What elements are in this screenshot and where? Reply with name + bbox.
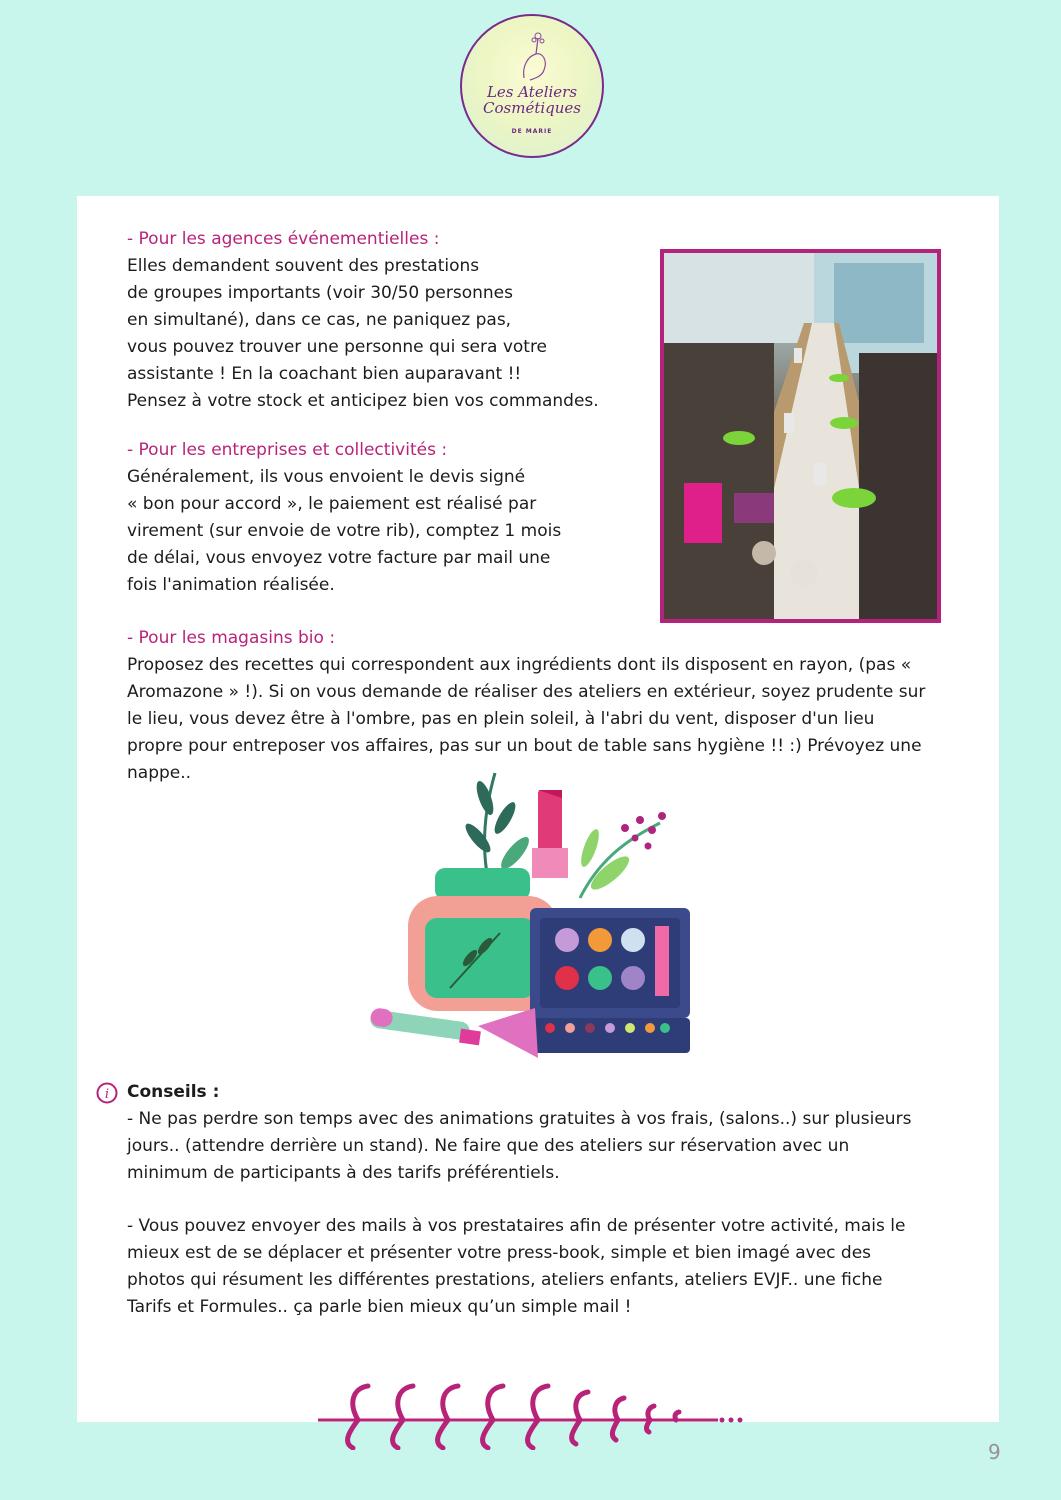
svg-text:i: i [104, 1087, 110, 1102]
info-icon [96, 1082, 118, 1104]
heading-companies: - Pour les entreprises et collectivités : [127, 440, 448, 460]
cosmetics-illustration [360, 768, 700, 1058]
logo [460, 14, 604, 158]
decorative-branch-icon [318, 1378, 748, 1450]
workshop-photo [660, 249, 941, 623]
tips-title: Conseils : [127, 1082, 220, 1102]
page-number: 9 [988, 1440, 1001, 1464]
body-companies: Généralement, ils vous envoient le devis signé « bon pour accord », le paiement est réalisé par virement (sur envoie de votre rib), comptez 1 mois de délai, vous envoyez votre facture par mail une fois l'animation réalisée. [127, 467, 562, 595]
logo-line-1: Les Ateliers [486, 83, 578, 101]
tips-paragraph-1: - Ne pas perdre son temps avec des animations gratuites à vos frais, (salons..) sur plusieurs jours.. (attendre derrière un stand). Ne faire que des ateliers sur réservation avec un minimum de participants à des tarifs préférentiels. [127, 1109, 912, 1183]
tips-paragraph-2: - Vous pouvez envoyer des mails à vos prestataires afin de présenter votre activité, mais le mieux est de se déplacer et présenter votre press-book, simple et bien imagé avec des photos qui résument les différentes prestations, ateliers enfants, ateliers EVJF.. une fiche Tarifs et Formules.. ça parle bien mieux qu’un simple mail ! [127, 1216, 906, 1317]
logo-line-3: DE MARIE [511, 128, 553, 135]
heading-bio: - Pour les magasins bio : [127, 628, 336, 648]
logo-line-2: Cosmétiques [483, 99, 581, 117]
heading-agencies: - Pour les agences événementielles : [127, 229, 440, 249]
workshop-table-illustration [664, 253, 937, 619]
body-bio: Proposez des recettes qui correspondent aux ingrédients dont ils disposent en rayon, (pas « Aromazone » !). Si on vous demande de réaliser des ateliers en extérieur, soyez prudente sur le lieu, vous devez être à l'ombre, pas en plein soleil, à l'abri du vent, disposer d'un lieu propre pour entreposer vos affaires, pas sur un bout de table sans hygiène !! :) Prévoyez une nappe.. [127, 655, 926, 783]
body-agencies: Elles demandent souvent des prestations de groupes importants (voir 30/50 personnes en simultané), dans ce cas, ne paniquez pas, vous pouvez trouver une personne qui sera votre assistante ! En la coachant bien auparavant !! Pensez à votre stock et anticipez bien vos commandes. [127, 256, 599, 411]
